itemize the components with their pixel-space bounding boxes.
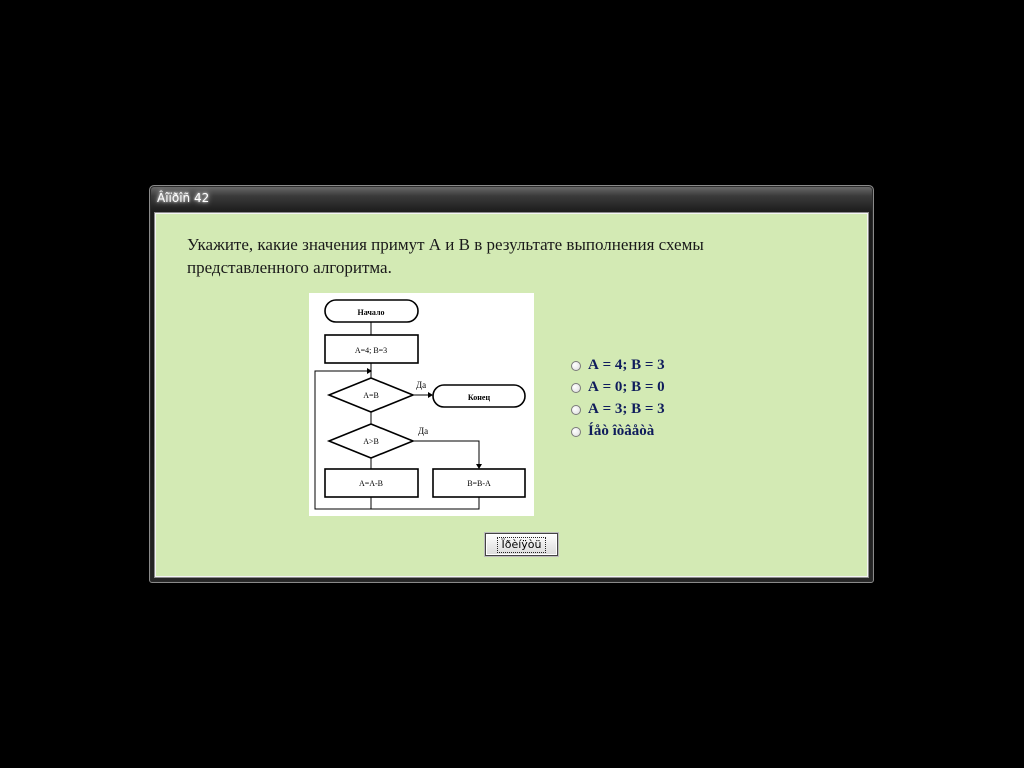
- flowchart-diagram: [309, 293, 534, 516]
- radio-button[interactable]: [571, 427, 581, 437]
- accept-button[interactable]: [485, 533, 558, 556]
- radio-button[interactable]: [571, 405, 581, 415]
- end-label: Конец: [467, 393, 491, 402]
- title-bar[interactable]: [150, 186, 873, 212]
- assign-left-label: A=A-B: [358, 479, 384, 488]
- radio-button[interactable]: [571, 383, 581, 393]
- answer-label: Íåò îòâåòà: [588, 423, 655, 439]
- answer-options: [571, 355, 665, 443]
- cond1-label: A=B: [363, 391, 379, 400]
- window-title: Âîïðîñ 42: [157, 191, 210, 205]
- accept-button-label: Ïðèíÿòü: [498, 538, 544, 552]
- yes1-label: Да: [416, 380, 427, 390]
- answer-label: А = 4; В = 3: [588, 357, 665, 373]
- dialog-content: [154, 212, 869, 578]
- init-label: A=4; B=3: [354, 346, 388, 355]
- answer-label: А = 3; В = 3: [588, 401, 665, 417]
- yes2-label: Да: [418, 426, 429, 436]
- cond2-label: A>B: [363, 437, 379, 446]
- question-text: Укажите, какие значения примут А и В в результате выполнения схемы представленного алгоритма.: [187, 235, 704, 277]
- answer-option[interactable]: [571, 355, 665, 376]
- answer-option[interactable]: [571, 421, 665, 442]
- answer-option[interactable]: [571, 377, 665, 398]
- answer-label: А = 0; В = 0: [588, 379, 665, 395]
- start-label: Начало: [357, 308, 385, 317]
- answer-option[interactable]: [571, 399, 665, 420]
- dialog-window: [149, 185, 874, 583]
- yes-line-2: [413, 441, 479, 467]
- flowchart-image: [309, 293, 534, 516]
- assign-right-label: B=B-A: [467, 479, 491, 488]
- radio-button[interactable]: [571, 361, 581, 371]
- merge-line: [371, 497, 479, 509]
